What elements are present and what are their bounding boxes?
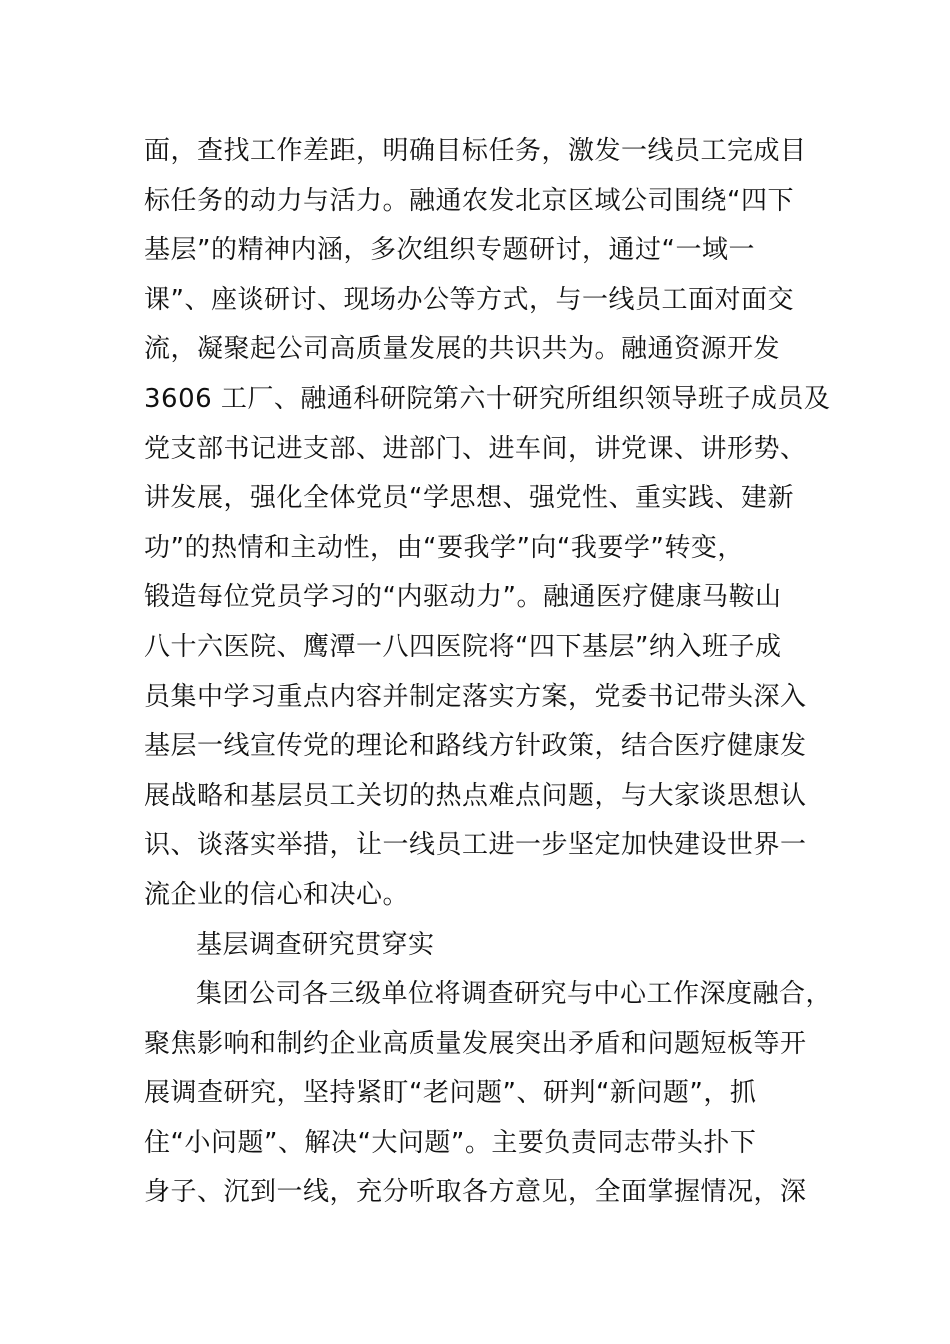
body-text (144, 127, 833, 1218)
text-line: 员集中学习重点内容并制定落实方案，党委书记带头深入 (144, 681, 807, 712)
text-line: 流，凝聚起公司高质量发展的共识共为。融通资源开发 (144, 334, 781, 365)
text-line: 集团公司各三级单位将调查研究与中心工作深度融合， (196, 979, 833, 1010)
section-heading: 基层调查研究贯穿实 (196, 929, 435, 960)
text-line: 面，查找工作差距，明确目标任务，激发一线员工完成目 (144, 136, 807, 166)
text-line: 讲发展，强化全体党员“学思想、强党性、重实践、建新 (144, 483, 794, 514)
text-line: 课”、座谈研讨、现场办公等方式，与一线员工面对面交 (144, 284, 794, 315)
text-line: 聚焦影响和制约企业高质量发展突出矛盾和问题短板等开 (144, 1028, 807, 1059)
paragraph-1 (144, 127, 831, 921)
text-line: 流企业的信心和决心。 (144, 879, 410, 910)
text-line: 住“小问题”、解决“大问题”。主要负责同志带头扑下 (144, 1127, 757, 1158)
text-line: 基层一线宣传党的理论和路线方针政策，结合医疗健康发 (144, 731, 807, 762)
text-line: 展战略和基层员工关切的热点难点问题，与大家谈思想认 (144, 780, 807, 811)
text-line: 八十六医院、鹰潭一八四医院将“四下基层”纳入班子成 (144, 631, 782, 662)
text-line: 功”的热情和主动性，由“要我学”向“我要学”转变， (144, 532, 744, 563)
text-line: 标任务的动力与活力。融通农发北京区域公司围绕“四下 (144, 185, 794, 216)
text-line: 锻造每位党员学习的“内驱动力”。融通医疗健康马鞍山 (144, 582, 782, 613)
text-line: 基层”的精神内涵，多次组织专题研讨，通过“一域一 (144, 235, 755, 266)
text-line: 3606 工厂、融通科研院第六十研究所组织领导班子成员及 (144, 383, 831, 414)
paragraph-2 (144, 970, 833, 1218)
text-line: 识、谈落实举措，让一线员工进一步坚定加快建设世界一 (144, 830, 807, 861)
text-line: 展调查研究，坚持紧盯“老问题”、研判“新问题”，抓 (144, 1078, 757, 1109)
text-line: 身子、沉到一线，充分听取各方意见，全面掌握情况，深 (144, 1177, 807, 1208)
text-line: 党支部书记进支部、进部门、进车间，讲党课、讲形势、 (144, 433, 807, 464)
